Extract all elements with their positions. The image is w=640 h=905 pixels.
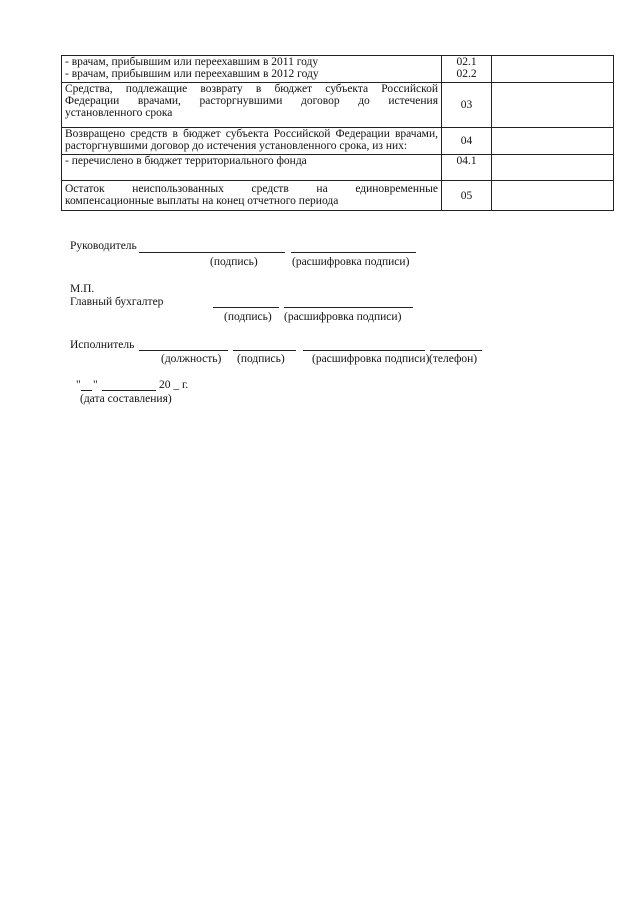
row-value-cell [492,155,614,181]
row-code-cell [442,181,492,211]
report-table [61,55,614,211]
row-code: 03 [460,99,473,111]
table-row [62,128,614,155]
table-row [62,56,614,83]
chief-accountant-label: Главный бухгалтер [70,296,164,308]
executor-signature-line [233,350,296,351]
row-code: 04.1 [456,155,477,167]
executor-position-line [139,350,228,351]
executor-phone-caption: (телефон) [429,353,478,365]
row-text-line: - врачам, прибывшим или переехавшим в 2012 году [65,68,319,80]
executor-label: Исполнитель [70,339,135,351]
date-caption: (дата составления) [80,393,172,405]
date-quote-open: " [76,379,81,391]
head-decode-caption: (расшифровка подписи) [292,256,410,268]
row-value-cell [492,83,614,128]
executor-decode-line [303,350,425,351]
row-text-line: Остаток неиспользованных средств на единовременные [65,183,438,195]
chief-decode-line [284,307,413,308]
head-label: Руководитель [70,240,137,252]
date-month-line [102,390,156,391]
row-value-cell [492,128,614,155]
row-code: 02.1 [456,56,477,68]
row-description [62,56,442,83]
row-code: 02.2 [456,68,477,80]
row-text-line: Федерации врачами, расторгнувшими договор до истечения [65,95,438,107]
chief-decode-caption: (расшифровка подписи) [284,311,402,323]
row-description [62,155,442,181]
row-text-line: расторгнувшими договор до истечения установленного срока, из них: [65,140,408,152]
table-row [62,83,614,128]
row-text-line: - врачам, прибывшим или переехавшим в 2011 году [65,56,319,68]
chief-sign-caption: (подпись) [224,311,272,323]
row-description [62,83,442,128]
table-row [62,155,614,181]
head-signature-line [139,252,285,253]
executor-phone-line [430,350,482,351]
date-year-text: 20 _ г. [159,379,189,391]
row-code: 05 [460,189,473,202]
row-text-line: Средства, подлежащие возврату в бюджет субъекта Российской [65,83,438,95]
row-code-cell [442,83,492,128]
row-code-cell [442,56,492,83]
executor-position-caption: (должность) [161,353,222,365]
row-text-line: установленного срока [65,107,173,119]
chief-signature-line [213,307,279,308]
row-value-cell [492,56,614,83]
executor-sign-caption: (подпись) [237,353,285,365]
row-text-line: - перечислено в бюджет территориального фонда [65,155,307,167]
date-day-line [81,390,92,391]
date-quote-close: " [93,379,98,391]
executor-decode-caption: (расшифровка подписи) [312,353,430,365]
row-text-line: Возвращено средств в бюджет субъекта Российской Федерации врачами, [65,128,438,140]
row-description [62,128,442,155]
head-decode-line [291,252,416,253]
stamp-label: М.П. [70,283,95,295]
row-code-cell [442,155,492,181]
row-description [62,181,442,211]
row-code: 04 [460,135,473,147]
table-row [62,181,614,211]
row-value-cell [492,181,614,211]
row-code-cell [442,128,492,155]
head-sign-caption: (подпись) [210,256,258,268]
row-text-line: компенсационные выплаты на конец отчетного периода [65,195,339,207]
